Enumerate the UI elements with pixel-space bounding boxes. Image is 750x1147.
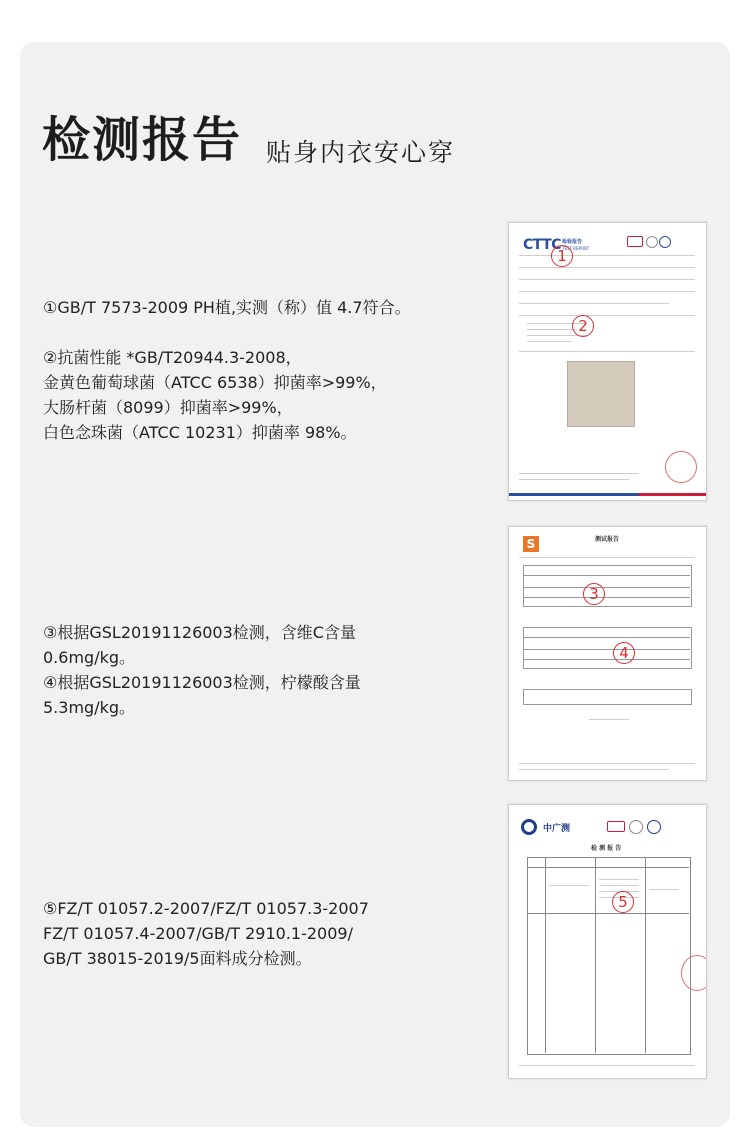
company-logo-icon bbox=[521, 819, 537, 835]
text-line: 金黄色葡萄球菌（ATCC 6538）抑菌率>99%， bbox=[43, 373, 387, 392]
cttc-logo-sub: TEST REPORT bbox=[562, 246, 590, 251]
cnas-icon bbox=[659, 236, 671, 248]
text-line: FZ/T 01057.4-2007/GB/T 2910.1-2009/ bbox=[43, 924, 353, 943]
marker-5: 5 bbox=[612, 891, 634, 913]
report-image-2 bbox=[508, 526, 707, 781]
company-logo-text: 中广测 bbox=[543, 824, 571, 834]
seal-stamp bbox=[665, 451, 697, 483]
sample-photo bbox=[567, 361, 635, 427]
cttc-logo: CTTC bbox=[523, 237, 561, 253]
cma-icon bbox=[607, 821, 625, 832]
report-title: 测试报告 bbox=[595, 536, 620, 543]
page-subtitle: 贴身内衣安心穿 bbox=[266, 138, 456, 167]
result-table-3 bbox=[523, 689, 692, 705]
section-3-text bbox=[43, 620, 361, 720]
section-4-text bbox=[43, 896, 369, 971]
footer-stripe-accent bbox=[639, 493, 706, 496]
report-image-3 bbox=[508, 804, 707, 1079]
seal-stamp bbox=[681, 955, 707, 991]
marker-2: 2 bbox=[572, 315, 594, 337]
text-line: ③根据GSL20191126003检测，含维C含量 bbox=[43, 623, 356, 642]
report-title: 检 测 报 告 bbox=[591, 845, 622, 852]
report-image-1 bbox=[508, 222, 707, 501]
page-title: 检测报告 bbox=[42, 112, 243, 168]
company-logo: S bbox=[523, 536, 539, 552]
cttc-logo-cn: 检验报告 bbox=[562, 239, 583, 245]
text-line: ①GB/T 7573-2009 PH植,实测（称）值 4.7符合。 bbox=[43, 298, 411, 317]
marker-1: 1 bbox=[551, 245, 573, 267]
text-line: GB/T 38015-2019/5面料成分检测。 bbox=[43, 949, 312, 968]
text-line: ②抗菌性能 *GB/T20944.3-2008， bbox=[43, 348, 302, 367]
section-2-text bbox=[43, 345, 387, 445]
marker-3: 3 bbox=[583, 583, 605, 605]
result-table bbox=[527, 857, 691, 1055]
text-line: 0.6mg/kg。 bbox=[43, 648, 136, 667]
text-line: ④根据GSL20191126003检测，柠檬酸含量 bbox=[43, 673, 361, 692]
ilac-icon bbox=[646, 236, 658, 248]
text-line: ⑤FZ/T 01057.2-2007/FZ/T 01057.3-2007 bbox=[43, 899, 369, 918]
cma-icon bbox=[627, 236, 643, 247]
text-line: 大肠杆菌（8099）抑菌率>99%， bbox=[43, 398, 293, 417]
text-line: 5.3mg/kg。 bbox=[43, 698, 136, 717]
section-1-text bbox=[43, 295, 411, 320]
result-table-1 bbox=[523, 565, 692, 607]
text-line: 白色念珠菌（ATCC 10231）抑菌率 98%。 bbox=[43, 423, 357, 442]
ilac-icon bbox=[629, 820, 643, 834]
marker-4: 4 bbox=[613, 642, 635, 664]
cnas-icon bbox=[647, 820, 661, 834]
result-table-2 bbox=[523, 627, 692, 669]
